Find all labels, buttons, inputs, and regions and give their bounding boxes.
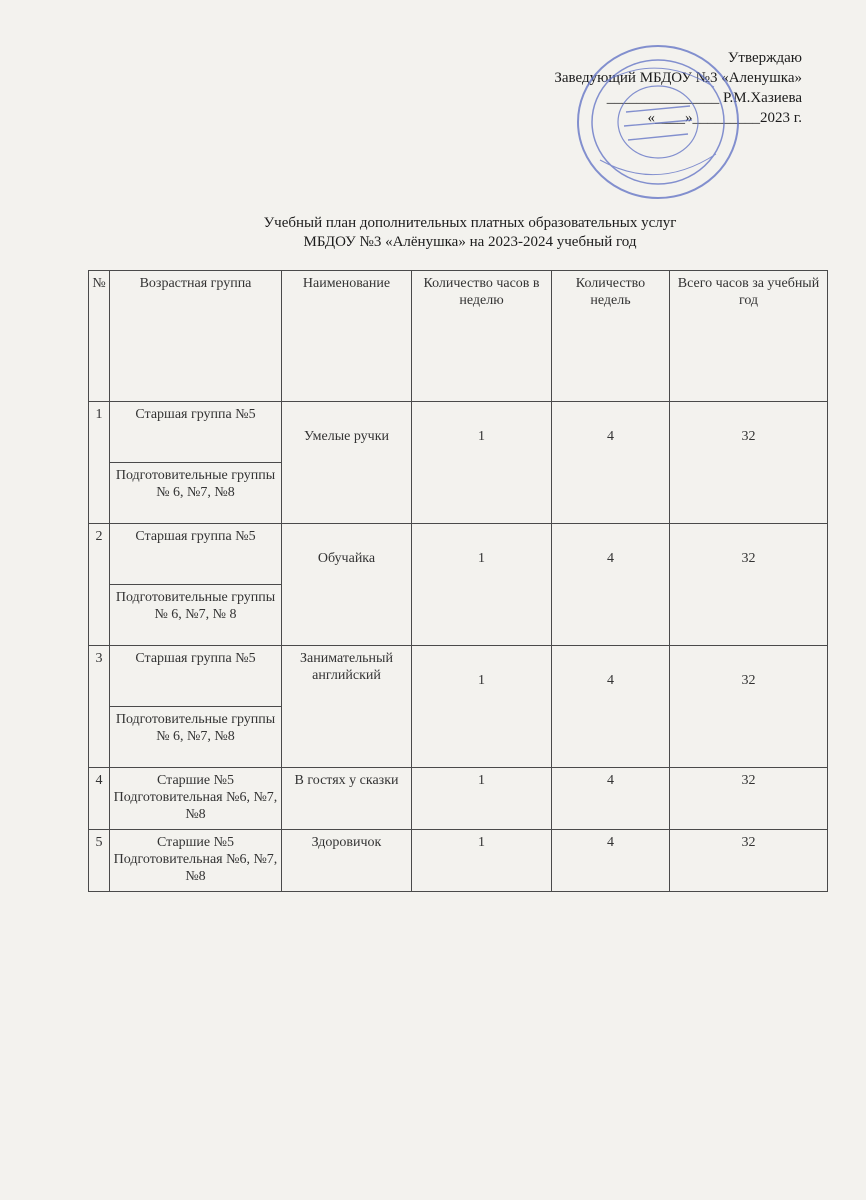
row-number: 3 bbox=[89, 646, 110, 768]
header-age-group: Возрастная группа bbox=[110, 271, 282, 402]
round-stamp-icon bbox=[574, 42, 742, 202]
row-program-name: Умелые ручки bbox=[282, 402, 412, 524]
approval-line-4: «____»_________2023 г. bbox=[647, 110, 802, 126]
row-program-name: В гостях у сказки bbox=[282, 768, 412, 830]
row-group-prep: Подготовительные группы № 6, №7, № 8 bbox=[110, 585, 282, 646]
row-weeks: 4 bbox=[552, 402, 670, 524]
row-hours-week: 1 bbox=[412, 768, 552, 830]
row-total: 32 bbox=[670, 646, 828, 768]
row-program-name: Занимательный английский bbox=[282, 646, 412, 768]
row-hours-week: 1 bbox=[412, 402, 552, 524]
table-row bbox=[89, 830, 828, 892]
row-program-name: Обучайка bbox=[282, 524, 412, 646]
row-hours-week: 1 bbox=[412, 830, 552, 892]
title-line-2: МБДОУ №3 «Алёнушка» на 2023-2024 учебный год bbox=[303, 234, 637, 250]
row-number: 1 bbox=[89, 402, 110, 524]
row-number: 4 bbox=[89, 768, 110, 830]
row-group: Старшие №5 Подготовительная №6, №7, №8 bbox=[110, 830, 282, 892]
document-title bbox=[120, 214, 820, 252]
row-total: 32 bbox=[670, 402, 828, 524]
table-row bbox=[89, 524, 828, 585]
row-hours-week: 1 bbox=[412, 646, 552, 768]
approval-line-3: _______________ Р.М.Хазиева bbox=[606, 90, 802, 106]
row-group-prep: Подготовительные группы № 6, №7, №8 bbox=[110, 707, 282, 768]
row-group-senior: Старшая группа №5 bbox=[110, 524, 282, 585]
row-program-name: Здоровичок bbox=[282, 830, 412, 892]
row-number: 2 bbox=[89, 524, 110, 646]
header-num: № bbox=[89, 271, 110, 402]
row-number: 5 bbox=[89, 830, 110, 892]
row-weeks: 4 bbox=[552, 830, 670, 892]
row-total: 32 bbox=[670, 524, 828, 646]
table-row bbox=[89, 768, 828, 830]
approval-line-2: Заведующий МБДОУ №3 «Аленушка» bbox=[554, 70, 802, 86]
row-hours-week: 1 bbox=[412, 524, 552, 646]
header-weeks: Количество недель bbox=[552, 271, 670, 402]
header-total-hours: Всего часов за учебный год bbox=[670, 271, 828, 402]
title-line-1: Учебный план дополнительных платных образовательных услуг bbox=[263, 215, 677, 231]
table-row bbox=[89, 402, 828, 463]
curriculum-table bbox=[88, 270, 828, 892]
row-group: Старшие №5 Подготовительная №6, №7, №8 bbox=[110, 768, 282, 830]
table-row bbox=[89, 646, 828, 707]
row-group-prep: Подготовительные группы № 6, №7, №8 bbox=[110, 463, 282, 524]
row-group-senior: Старшая группа №5 bbox=[110, 646, 282, 707]
approval-line-1: Утверждаю bbox=[727, 50, 802, 66]
header-hours-per-week: Количество часов в неделю bbox=[412, 271, 552, 402]
row-total: 32 bbox=[670, 830, 828, 892]
row-total: 32 bbox=[670, 768, 828, 830]
table-header-row bbox=[89, 271, 828, 402]
row-weeks: 4 bbox=[552, 646, 670, 768]
row-weeks: 4 bbox=[552, 768, 670, 830]
row-weeks: 4 bbox=[552, 524, 670, 646]
row-group-senior: Старшая группа №5 bbox=[110, 402, 282, 463]
header-name: Наименование bbox=[282, 271, 412, 402]
